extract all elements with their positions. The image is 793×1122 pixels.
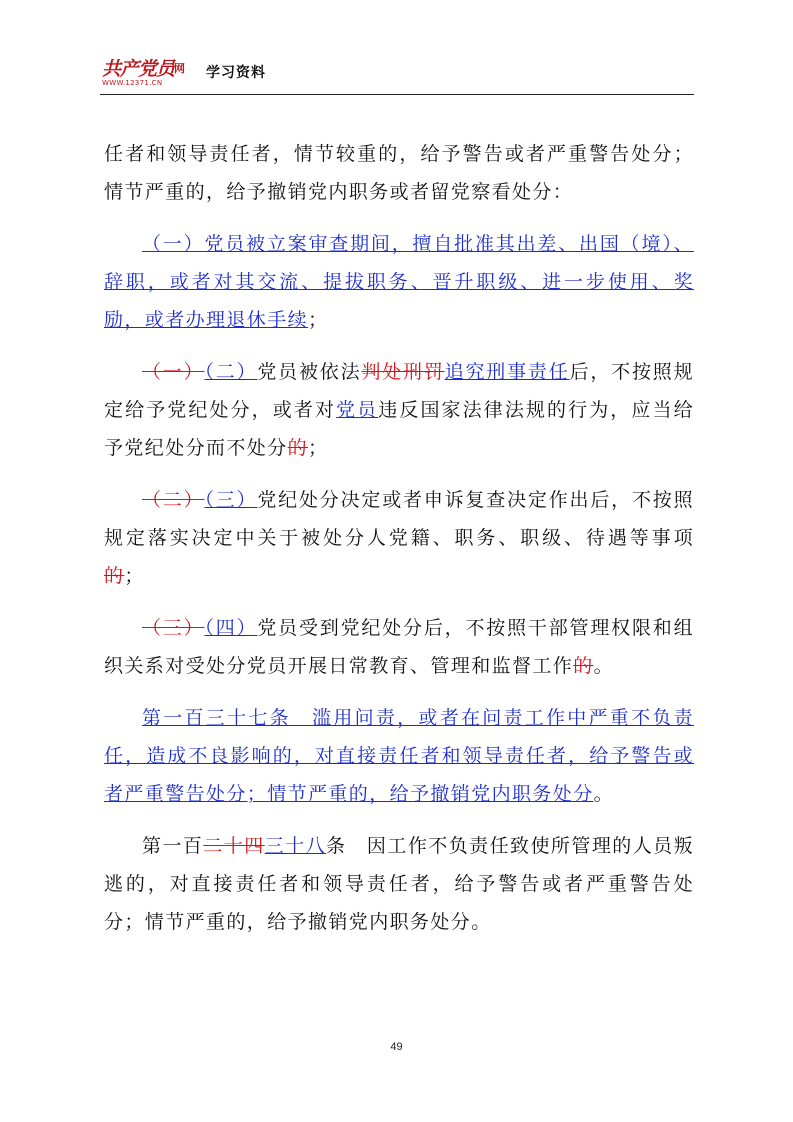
deleted-text: 二十四	[203, 835, 265, 857]
inserted-text: （二）	[204, 361, 258, 383]
inserted-text: 三十八	[264, 835, 327, 857]
text-run: 违反国家法律法规的行为，应当给予党纪处分而不处分	[104, 399, 694, 459]
paragraph-article-137	[104, 699, 694, 813]
inserted-text: （三）	[204, 489, 258, 511]
text-run: ；	[308, 437, 329, 459]
deleted-text: 的	[287, 437, 309, 459]
text-run: 。	[593, 783, 615, 805]
deleted-text: （一）	[142, 361, 205, 383]
paragraph-article-138	[104, 827, 694, 941]
page-header	[100, 50, 694, 95]
inserted-text: 党员	[336, 399, 379, 421]
text-run: ；	[308, 309, 329, 331]
text-run: 。	[593, 655, 615, 677]
paragraph-continuation	[104, 135, 694, 211]
paragraph-item-1	[104, 225, 694, 339]
deleted-text: 的	[104, 565, 125, 587]
text-run: 党员受到党纪处分后，不按照干部管理权限和组织关系对受处分党员开展日常教育、管理和监督工作	[104, 617, 694, 677]
inserted-text: 追究刑事责任	[444, 361, 570, 383]
paragraph-item-2	[104, 353, 694, 467]
logo-url: WWW.12371.CN	[102, 79, 163, 87]
text-run: ；	[124, 565, 145, 587]
text-run: 任者和领导责任者，情节较重的，给予警告或者严重警告处分；情节严重的，给予撤销党内职务或者留党察看处分：	[104, 143, 694, 203]
text-run: 第一百	[142, 835, 204, 857]
inserted-text: 第一百三十七条 滥用问责，或者在问责工作中严重不负责任，造成不良影响的，对直接责任者和领导责任者，给予警告或者严重警告处分；情节严重的，给予撤销党内职务处分	[104, 707, 694, 805]
deleted-text: 的	[573, 655, 594, 677]
deleted-text: （二）	[142, 489, 205, 511]
paragraph-item-3	[104, 481, 694, 595]
text-run: 条 因工作不负责任致使所管理的人员叛逃的，对直接责任者和领导责任者，给予警告或者严重警告处分；情节严重的，给予撤销党内职务处分。	[104, 835, 695, 933]
logo-net-text: 网	[174, 62, 185, 75]
paragraph-item-4	[104, 609, 694, 685]
inserted-text: （四）	[204, 617, 258, 639]
deleted-text: 判处刑罚	[361, 361, 445, 383]
header-title: 学习资料	[206, 65, 266, 81]
text-run: 党纪处分决定或者申诉复查决定作出后，不按照规定落实决定中关于被处分人党籍、职务、职级、待遇等事项	[104, 489, 694, 549]
logo-icon: 共产党员	[102, 58, 175, 80]
page-number: 49	[390, 1041, 403, 1053]
text-run: 党员被依法	[257, 361, 362, 383]
deleted-text: （三）	[142, 617, 205, 639]
document-body	[104, 135, 694, 955]
text-run: 后，不按照规定给予党纪处分，或者对	[104, 361, 695, 421]
inserted-text: （一）党员被立案审查期间，擅自批准其出差、出国（境）、辞职，或者对其交流、提拔职务、晋升职级、进一步使用、奖励，或者办理退休手续	[104, 233, 694, 331]
